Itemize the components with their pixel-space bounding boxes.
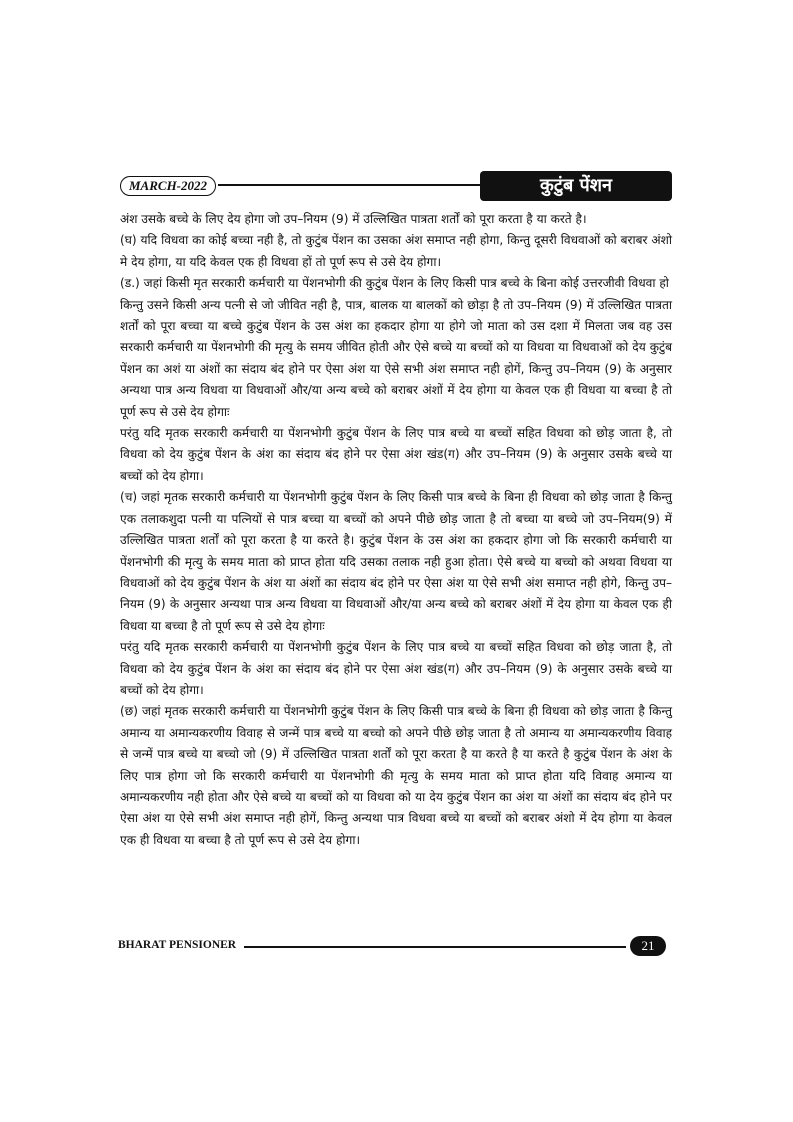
page-header (118, 171, 672, 201)
paragraph: (छ) जहां मृतक सरकारी कर्मचारी या पेंशनभोगी कुटुंब पेंशन के लिए किसी पात्र बच्चे के बिना ही विधवा को छोड़ जाता है किन्तु अमान्य या अमान्यकरणीय विवाह से जन्में पात्र बच्चे या बच्चो को अपने पीछे छोड़ जाता है तो अमान्य या अमान्यकरणीय विवाह से जन्में पात्र बच्चे या बच्चो जो (9) में उल्लिखित पात्रता शर्तों को पूरा करता है या करते है या करते है कुटुंब पेंशन के अंश के लिए पात्र होगा जो कि सरकारी कर्मचारी या पेंशनभोगी की मृत्यु के समय माता को प्राप्त होता यदि विवाह अमान्य या अमान्यकरणीय नही होता और ऐसे बच्चे या बच्चों को या विधवा को या देय कुटुंब पेंशन का अंश या अंशों का संदाय बंद होने पर ऐसा अंश या ऐसे सभी अंश समाप्त नही होगें, किन्तु अन्यथा पात्र विधवा बच्चे या बच्चों को बराबर अंशो में देय होगा या केवल एक ही विधवा या बच्चा है तो पूर्ण रूप से उसे देय होगा। (120, 704, 672, 847)
paragraph: परंतु यदि मृतक सरकारी कर्मचारी या पेंशनभोगी कुटुंब पेंशन के लिए पात्र बच्चे या बच्चों सहित विधवा को छोड़ जाता है, तो विधवा को देय कुटुंब पेंशन के अंश का संदाय बंद होने पर ऐसा अंश खंड(ग) और उप–नियम (9) के अनुसार उसके बच्चे या बच्चों को देय होगा। (120, 426, 672, 483)
paragraph: परंतु यदि मृतक सरकारी कर्मचारी या पेंशनभोगी कुटुंब पेंशन के लिए पात्र बच्चे या बच्चों सहित विधवा को छोड़ जाता है, तो विधवा को देय कुटुंब पेंशन के अंश का संदाय बंद होने पर ऐसा अंश खंड(ग) और उप–नियम (9) के अनुसार उसके बच्चे या बच्चों को देय होगा। (120, 640, 672, 697)
paragraph: (ड.) जहां किसी मृत सरकारी कर्मचारी या पेंशनभोगी की कुटुंब पेंशन के लिए किसी पात्र बच्चे के बिना कोई उत्तरजीवी विधवा हो (120, 276, 669, 291)
paragraph: अंश उसके बच्चे के लिए देय होगा जो उप–नियम (9) में उल्लिखित पात्रता शर्तों को पूरा करता है या करते है। (120, 212, 587, 226)
page-footer (118, 936, 672, 956)
header-rule (218, 184, 482, 186)
section-title: कुटुंब पेंशन (480, 171, 672, 201)
article-body (120, 209, 672, 851)
publication-name: BHARAT PENSIONER (118, 939, 237, 951)
issue-date-badge: MARCH-2022 (120, 176, 216, 196)
page-number: 21 (630, 936, 666, 956)
paragraph: (च) जहां मृतक सरकारी कर्मचारी या पेंशनभोगी कुटुंब पेंशन के लिए किसी पात्र बच्चे के बिना ही विधवा को छोड़ जाता है किन्तु एक तलाकशुदा पत्नी या पत्नियों से पात्र बच्चा या बच्चों को अपने पीछे छोड़ जाता है तो बच्चा या बच्चे जो उप–नियम(9) में उल्लिखित पात्रता शर्तों को पूरा करता है या करते है। कुटुंब पेंशन के उस अंश का हकदार होगा जो कि सरकारी कर्मचारी या पेंशनभोगी की मृत्यु के समय माता को प्राप्त होता यदि उसका तलाक नही हुआ होता। ऐसे बच्चे या बच्चो को अथवा विधवा या विधवाओं को देय कुटुंब पेंशन के अंश या अंशों का संदाय बंद होने पर ऐसा अंश या ऐसे सभी अंश समाप्त नही होगे, किन्तु उप–नियम (9) के अनुसार अन्यथा पात्र अन्य विधवा या विधवाओं और/या अन्य बच्चे को बराबर अंशों में देय होगा या केवल एक ही विधवा या बच्चा है तो पूर्ण रूप से उसे देय होगाः (120, 490, 672, 633)
paragraph: (घ) यदि विधवा का कोई बच्चा नही है, तो कुटुंब पेंशन का उसका अंश समाप्त नही होगा, किन्तु दूसरी विधवाओं को बराबर अंशो मे देय होगा, या यदि केवल एक ही विधवा हों तो पूर्ण रूप से उसे देय होगा। (120, 233, 672, 269)
footer-rule (244, 946, 626, 948)
paragraph: किन्तु उसने किसी अन्य पत्नी से जो जीवित नही है, पात्र, बालक या बालकों को छोड़ा है तो उप–नियम (9) में उल्लिखित पात्रता शर्तों को पूरा बच्चा या बच्चे कुटुंब पेंशन के उस अंश का हकदार होगा या होगे जो माता को उस दशा में मिलता जब वह उस सरकारी कर्मचारी या पेंशनभोगी की मृत्यु के समय जीवित होती और ऐसे बच्चे या बच्चों को या विधवा या विधवाओं को देय कुटुंब पेंशन का अशं या अंशों का संदाय बंद होने पर ऐसा अंश या ऐसे सभी अंश समाप्त नही होगें, किन्तु उप–नियम (9) के अनुसार अन्यथा पात्र अन्य विधवा या विधवाओं और/या अन्य बच्चे को बराबर अंशों में देय होगा या केवल एक ही विधवा या बच्चा है तो पूर्ण रूप से उसे देय होगाः (120, 297, 672, 419)
